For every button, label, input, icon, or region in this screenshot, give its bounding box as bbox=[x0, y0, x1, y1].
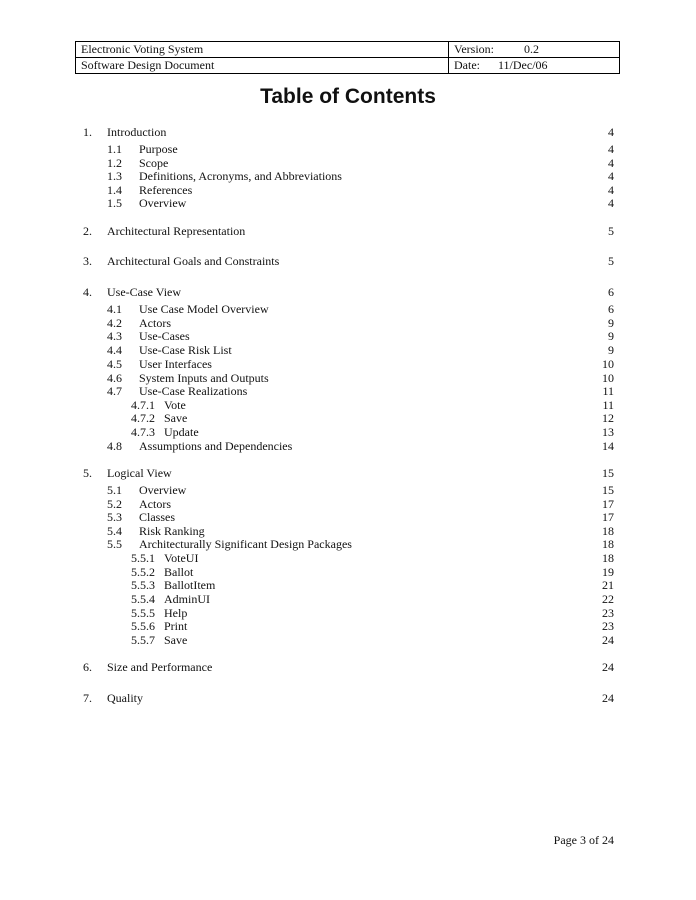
toc-label: Print bbox=[164, 619, 188, 633]
toc-page: 18 bbox=[602, 537, 614, 551]
toc-entry-5-4[interactable] bbox=[0, 524, 696, 538]
toc-page: 4 bbox=[608, 142, 614, 156]
toc-entry-4[interactable] bbox=[0, 285, 696, 299]
date-label: Date: bbox=[454, 58, 480, 72]
toc-number: 7. bbox=[83, 690, 92, 705]
toc-entry-1-5[interactable] bbox=[0, 196, 696, 210]
toc-page: 9 bbox=[608, 315, 614, 330]
toc-number: 5.5 bbox=[107, 537, 122, 551]
toc-entry-5-2[interactable] bbox=[0, 497, 696, 511]
toc-page: 24 bbox=[602, 660, 614, 674]
toc-label: Use-Case View bbox=[107, 285, 182, 299]
toc-number: 5. bbox=[83, 466, 92, 480]
toc-page: 23 bbox=[602, 619, 614, 633]
toc-entry-6[interactable] bbox=[0, 660, 696, 674]
toc-page: 12 bbox=[602, 411, 614, 425]
toc-label: Purpose bbox=[139, 142, 178, 156]
toc-entry-1-3[interactable] bbox=[0, 169, 696, 183]
date-value: 11/Dec/06 bbox=[498, 58, 548, 72]
toc-entry-4-7-2[interactable] bbox=[0, 411, 696, 425]
toc-number: 1.1 bbox=[107, 142, 122, 156]
toc-number: 1.4 bbox=[107, 182, 122, 197]
toc-page: 17 bbox=[602, 510, 614, 524]
toc-label: Quality bbox=[107, 690, 143, 705]
toc-label: Use-Case Realizations bbox=[139, 384, 248, 398]
version-value: 0.2 bbox=[524, 42, 539, 56]
toc-number: 4.3 bbox=[107, 329, 122, 343]
toc-number: 1. bbox=[83, 125, 92, 139]
toc-number: 5.5.4 bbox=[131, 591, 155, 606]
toc-entry-1[interactable] bbox=[0, 125, 696, 139]
toc-entry-5-1[interactable] bbox=[0, 483, 696, 497]
toc-label: VoteUI bbox=[164, 551, 199, 565]
toc-entry-5-5-5[interactable] bbox=[0, 606, 696, 620]
toc-label: Architectural Representation bbox=[107, 224, 246, 238]
page-title: Table of Contents bbox=[260, 85, 436, 108]
toc-label: Save bbox=[164, 632, 188, 647]
toc-entry-2[interactable] bbox=[0, 224, 696, 238]
toc-page: 9 bbox=[608, 342, 614, 357]
toc-entry-5-5-7[interactable] bbox=[0, 633, 696, 647]
toc-entry-3[interactable] bbox=[0, 254, 696, 268]
toc-number: 5.5.3 bbox=[131, 578, 155, 592]
toc-label: Risk Ranking bbox=[139, 523, 205, 538]
toc-page: 15 bbox=[602, 466, 614, 480]
document-header-table bbox=[75, 41, 620, 74]
header-row-2 bbox=[76, 58, 620, 74]
toc-number: 5.5.1 bbox=[131, 551, 155, 565]
toc-label: System Inputs and Outputs bbox=[139, 370, 269, 385]
toc-entry-4-1[interactable] bbox=[0, 302, 696, 316]
toc-number: 4.7 bbox=[107, 384, 122, 398]
toc-page: 15 bbox=[602, 482, 614, 497]
toc-page: 5 bbox=[608, 224, 614, 238]
toc-label: Actors bbox=[139, 315, 171, 330]
toc-number: 4.4 bbox=[107, 342, 122, 357]
toc-page: 4 bbox=[608, 196, 614, 210]
toc-entry-5-5-4[interactable] bbox=[0, 592, 696, 606]
toc-label: Assumptions and Dependencies bbox=[139, 438, 293, 453]
toc-page: 17 bbox=[602, 496, 614, 511]
toc-number: 2. bbox=[83, 224, 92, 238]
toc-label: Ballot bbox=[164, 564, 194, 579]
document-type: Software Design Document bbox=[76, 58, 449, 74]
toc-entry-5-5-6[interactable] bbox=[0, 619, 696, 633]
toc-label: User Interfaces bbox=[139, 356, 212, 371]
toc-entry-4-7-3[interactable] bbox=[0, 425, 696, 439]
toc-entry-4-2[interactable] bbox=[0, 316, 696, 330]
toc-entry-4-4[interactable] bbox=[0, 343, 696, 357]
toc-entry-5-5-2[interactable] bbox=[0, 565, 696, 579]
toc-number: 5.1 bbox=[107, 482, 122, 497]
toc-label: Use-Case Risk List bbox=[139, 342, 232, 357]
header-row-1 bbox=[76, 42, 620, 58]
toc-label: Logical View bbox=[107, 466, 172, 480]
toc-number: 3. bbox=[83, 254, 92, 268]
toc-entry-7[interactable] bbox=[0, 691, 696, 705]
toc-number: 1.3 bbox=[107, 169, 122, 183]
toc-label: Use-Cases bbox=[139, 329, 190, 343]
toc-label: Use Case Model Overview bbox=[139, 302, 269, 316]
toc-label: BallotItem bbox=[164, 578, 216, 592]
toc-entry-5-3[interactable] bbox=[0, 510, 696, 524]
toc-label: AdminUI bbox=[164, 591, 210, 606]
toc-entry-5-5[interactable] bbox=[0, 537, 696, 551]
toc-page: 5 bbox=[608, 254, 614, 268]
toc-number: 5.2 bbox=[107, 496, 122, 511]
version-label: Version: bbox=[454, 42, 494, 56]
toc-page: 4 bbox=[608, 125, 614, 139]
toc-entry-4-5[interactable] bbox=[0, 357, 696, 371]
toc-label: Scope bbox=[139, 155, 169, 170]
version-cell bbox=[449, 42, 620, 58]
toc-label: Architecturally Significant Design Packages bbox=[139, 537, 352, 551]
toc-page: 24 bbox=[602, 690, 614, 705]
toc-number: 5.4 bbox=[107, 523, 122, 538]
toc-entry-4-7-1[interactable] bbox=[0, 398, 696, 412]
toc-entry-5-5-3[interactable] bbox=[0, 578, 696, 592]
toc-entry-1-1[interactable] bbox=[0, 142, 696, 156]
toc-page: 11 bbox=[602, 384, 614, 398]
toc-number: 5.5.2 bbox=[131, 564, 155, 579]
toc-page: 4 bbox=[608, 182, 614, 197]
toc-page: 19 bbox=[602, 564, 614, 579]
toc-page: 18 bbox=[602, 551, 614, 565]
toc-label: Help bbox=[164, 605, 188, 620]
toc-entry-5[interactable] bbox=[0, 466, 696, 480]
toc-entry-4-7[interactable] bbox=[0, 384, 696, 398]
toc-entry-1-2[interactable] bbox=[0, 156, 696, 170]
toc-label: Overview bbox=[139, 196, 187, 210]
toc-number: 1.2 bbox=[107, 155, 122, 170]
toc-page: 13 bbox=[602, 424, 614, 439]
toc-number: 4.7.1 bbox=[131, 397, 155, 412]
toc-label: Introduction bbox=[107, 125, 167, 139]
toc-label: Actors bbox=[139, 496, 171, 511]
toc-number: 4. bbox=[83, 285, 92, 299]
page-indicator: Page 3 of 24 bbox=[553, 833, 614, 847]
toc-number: 4.7.3 bbox=[131, 424, 155, 439]
toc-label: References bbox=[139, 182, 193, 197]
toc-label: Definitions, Acronyms, and Abbreviations bbox=[139, 169, 342, 183]
toc-number: 4.7.2 bbox=[131, 411, 155, 425]
toc-page: 23 bbox=[602, 605, 614, 620]
toc-page: 6 bbox=[608, 285, 614, 299]
toc-page: 22 bbox=[602, 591, 614, 606]
toc-page: 11 bbox=[602, 397, 614, 412]
toc-label: Architectural Goals and Constraints bbox=[107, 254, 280, 268]
toc-page: 10 bbox=[602, 356, 614, 371]
toc-page: 21 bbox=[602, 578, 614, 592]
toc-label: Size and Performance bbox=[107, 660, 213, 674]
toc-number: 6. bbox=[83, 660, 92, 674]
toc-page: 18 bbox=[602, 523, 614, 538]
toc-number: 5.5.5 bbox=[131, 605, 155, 620]
toc-number: 4.5 bbox=[107, 356, 122, 371]
toc-page: 10 bbox=[602, 370, 614, 385]
toc-number: 5.5.6 bbox=[131, 619, 155, 633]
toc-label: Overview bbox=[139, 482, 187, 497]
toc-label: Vote bbox=[164, 397, 186, 412]
toc-page: 24 bbox=[602, 632, 614, 647]
toc-page: 6 bbox=[608, 302, 614, 316]
toc-entry-4-8[interactable] bbox=[0, 439, 696, 453]
toc-number: 4.8 bbox=[107, 438, 122, 453]
toc-entry-4-3[interactable] bbox=[0, 329, 696, 343]
toc-number: 5.3 bbox=[107, 510, 122, 524]
toc-number: 4.2 bbox=[107, 315, 122, 330]
project-name: Electronic Voting System bbox=[76, 42, 449, 58]
toc-entry-5-5-1[interactable] bbox=[0, 551, 696, 565]
toc-number: 4.1 bbox=[107, 302, 122, 316]
toc-page: 14 bbox=[602, 438, 614, 453]
toc-label: Update bbox=[164, 424, 199, 439]
toc-page: 4 bbox=[608, 169, 614, 183]
toc-entry-1-4[interactable] bbox=[0, 183, 696, 197]
toc-entry-4-6[interactable] bbox=[0, 371, 696, 385]
toc-page: 4 bbox=[608, 155, 614, 170]
toc-number: 5.5.7 bbox=[131, 632, 155, 647]
date-cell bbox=[449, 58, 620, 74]
toc-page: 9 bbox=[608, 329, 614, 343]
toc-label: Classes bbox=[139, 510, 175, 524]
toc-number: 4.6 bbox=[107, 370, 122, 385]
toc-label: Save bbox=[164, 411, 188, 425]
toc-number: 1.5 bbox=[107, 196, 122, 210]
